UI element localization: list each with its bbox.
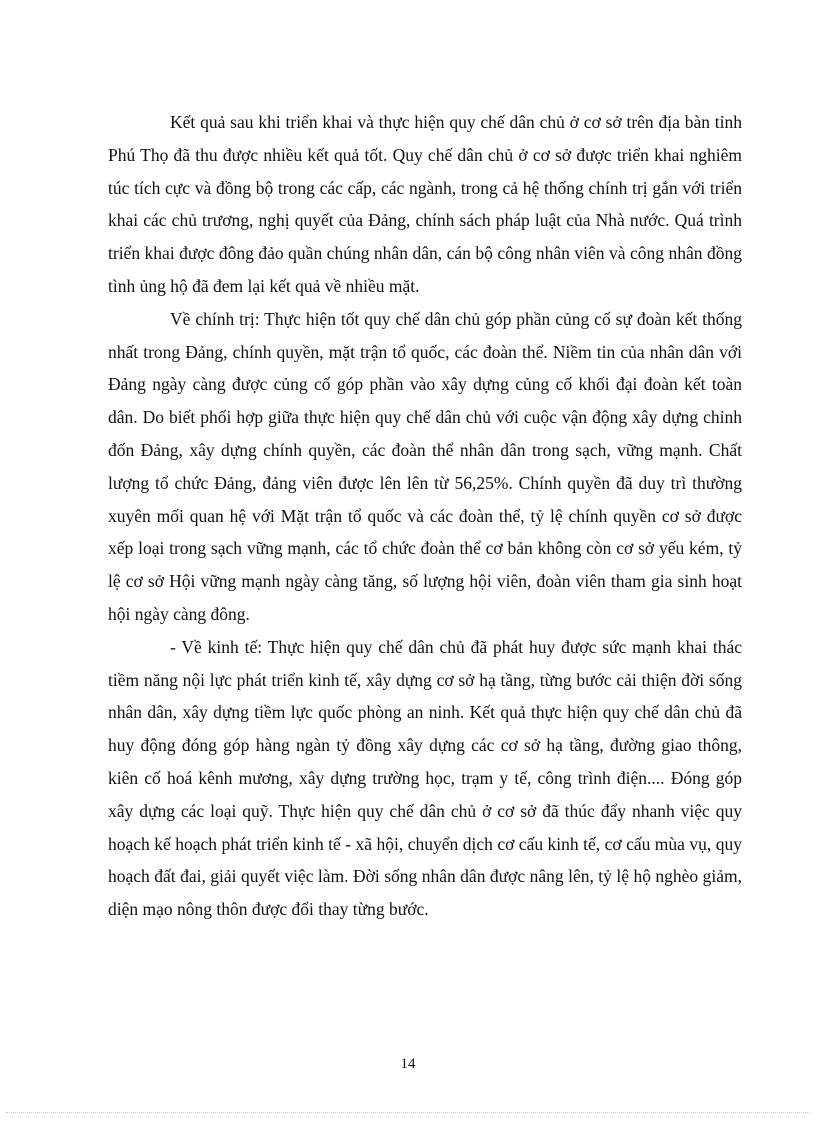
paragraph-economy: - Về kinh tế: Thực hiện quy chế dân chủ đã phát huy được sức mạnh khai thác tiềm năng nội lực phát triển kinh tế, xây dựng cơ sở hạ tầng, từng bước cải thiện đời sống nhân dân, xây dựng tiềm lực quốc phòng an ninh. Kết quả thực hiện quy chế dân chủ đã huy động đóng góp hàng ngàn tỷ đồng xây dựng các cơ sở hạ tầng, đường giao thông, kiên cố hoá kênh mương, xây dựng trường học, trạm y tế, công trình điện.... Đóng góp xây dựng các loại quỹ. Thực hiện quy chế dân chủ ở cơ sở đã thúc đẩy nhanh việc quy hoạch kế hoạch phát triển kinh tế - xã hội, chuyển dịch cơ cấu kinh tế, cơ cấu mùa vụ, quy hoạch đất đai, giải quyết việc làm. Đời sống nhân dân được nâng lên, tỷ lệ hộ nghèo giảm, diện mạo nông thôn được đổi thay từng bước. — [108, 636, 742, 920]
page-bottom-divider — [6, 1112, 810, 1113]
paragraph-results-intro: Kết quả sau khi triển khai và thực hiện quy chế dân chủ ở cơ sở trên địa bàn tỉnh Phú Thọ đã thu được nhiều kết quả tốt. Quy chế dân chủ ở cơ sở được triển khai nghiêm túc tích cực và đồng bộ trong các cấp, các ngành, trong cả hệ thống chính trị gắn với triển khai các chủ trương, nghị quyết của Đảng, chính sách pháp luật của Nhà nước. Quá trình triển khai được đông đảo quần chúng nhân dân, cán bộ công nhân viên và công nhân đồng tình ủng hộ đã đem lại kết quả về nhiều mặt. — [108, 112, 742, 296]
body-text — [108, 106, 742, 926]
paragraph-politics: Về chính trị: Thực hiện tốt quy chế dân chủ góp phần củng cố sự đoàn kết thống nhất trong Đảng, chính quyền, mặt trận tổ quốc, các đoàn thể. Niềm tin của nhân dân với Đảng ngày càng được củng cố góp phần vào xây dựng củng cố khối đại đoàn kết toàn dân. Do biết phối hợp giữa thực hiện quy chế dân chủ với cuộc vận động xây dựng chỉnh đốn Đảng, xây dựng chính quyền, các đoàn thể nhân dân trong sạch, vững mạnh. Chất lượng tổ chức Đảng, đảng viên được lên lên từ 56,25%. Chính quyền đã duy trì thường xuyên mối quan hệ với Mặt trận tổ quốc và các đoàn thể, tỷ lệ chính quyền cơ sở được xếp loại trong sạch vững mạnh, các tổ chức đoàn thể cơ bản không còn cơ sở yếu kém, tỷ lệ cơ sở Hội vững mạnh ngày càng tăng, số lượng hội viên, đoàn viên tham gia sinh hoạt hội ngày càng đông. — [108, 308, 742, 624]
page-number: 14 — [400, 1056, 416, 1072]
